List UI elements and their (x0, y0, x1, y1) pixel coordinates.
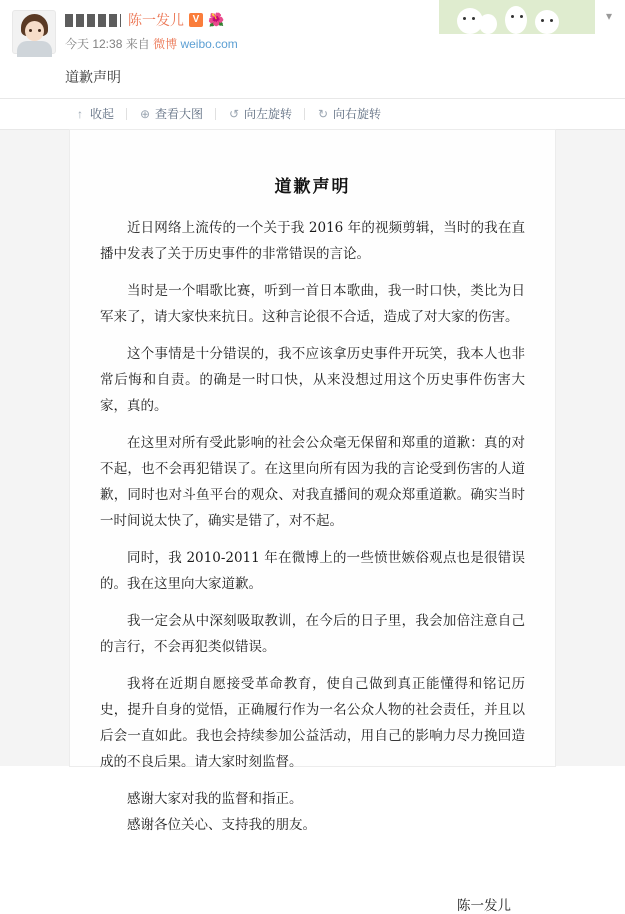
document-paragraph: 同时，我 2010-2011 年在微博上的一些愤世嫉俗观点也是很错误的。我在这里向大家道歉。 (100, 550, 525, 592)
avatar-body (17, 41, 52, 57)
sticker-eye-3 (511, 15, 514, 18)
document-signature: 陈一发儿 (457, 898, 511, 914)
avatar[interactable] (12, 10, 56, 54)
image-right-margin (555, 130, 625, 766)
collapse-button[interactable] (62, 107, 126, 121)
flower-badge-icon: 🌺 (208, 12, 225, 27)
source-prefix: 来自 (125, 37, 150, 51)
rotate-right-button-label: 向右旋转 (333, 107, 382, 121)
chevron-down-icon[interactable]: ▾ (605, 9, 613, 23)
user-nickname[interactable]: 陈一发儿 (128, 12, 184, 28)
sticker-eye-2 (472, 17, 475, 20)
magnifier-icon: ⊕ (139, 107, 151, 121)
rotate-left-button-label: 向左旋转 (244, 107, 293, 121)
collapse-button-label: 收起 (90, 107, 115, 121)
sticker-blob-4 (535, 10, 559, 34)
document-paragraph: 近日网络上流传的一个关于我 2016 年的视频剪辑，当时的我在直播中发表了关于历史事件的非常错误的言论。 (100, 220, 525, 262)
document-paragraph: 我将在近期自愿接受革命教育，使自己做到真正能懂得和铭记历史，提升自身的觉悟，正确履行作为一名公众人物的社会责任，并且以后会一直如此。我也会持续参加公益活动，用自己的影响力尽力挽回造成的不良后果。请大家时刻监督。 (100, 676, 525, 770)
post-header (0, 0, 625, 58)
rotate-left-button[interactable] (216, 107, 304, 121)
avatar-eye-right (38, 29, 41, 32)
image-toolbar (0, 98, 625, 130)
document-closing-line: 感谢大家对我的监督和指正。 (127, 791, 303, 807)
rotate-right-icon: ↻ (318, 107, 329, 121)
rotate-right-button[interactable] (305, 107, 393, 121)
post-time[interactable]: 今天 12:38 (65, 37, 123, 51)
document-closing-line: 感谢各位关心、支持我的朋友。 (127, 817, 316, 833)
masked-name-block (65, 14, 121, 27)
arrow-up-icon: ↑ (77, 107, 83, 121)
document-title: 道歉声明 (274, 177, 351, 197)
verified-badge-icon[interactable]: V (189, 13, 203, 27)
attached-image-area[interactable] (0, 130, 625, 914)
document-paragraph: 这个事情是十分错误的，我不应该拿历史事件开玩笑，我本人也非常后悔和自责。的确是一时口快，从来没想过用这个历史事件伤害大家，真的。 (100, 346, 525, 414)
rotate-left-icon: ↺ (229, 107, 240, 121)
sticker-eye-5 (541, 19, 544, 22)
panda-sticker-banner (439, 0, 595, 34)
source-domain[interactable]: weibo.com (180, 37, 238, 51)
sticker-eye-1 (463, 17, 466, 20)
view-large-button-label: 查看大图 (155, 107, 204, 121)
source-app[interactable]: 微博 (153, 37, 178, 51)
document-paragraph: 当时是一个唱歌比赛，听到一首日本歌曲，我一时口快，类比为日军来了，请大家快来抗日。这种言论很不合适，造成了对大家的伤害。 (100, 283, 525, 325)
document-paragraph: 我一定会从中深刻吸取教训，在今后的日子里，我会加倍注意自己的言行，不会再犯类似错误。 (100, 613, 525, 655)
sticker-blob-3 (505, 6, 527, 34)
sticker-eye-4 (520, 15, 523, 18)
sticker-eye-6 (550, 19, 553, 22)
apology-statement-document[interactable] (70, 130, 555, 914)
avatar-eye-left (29, 29, 32, 32)
image-left-margin (0, 130, 70, 766)
post-meta (65, 35, 613, 52)
view-large-button[interactable] (127, 107, 215, 121)
sticker-blob-2 (479, 14, 497, 34)
post-title-text: 道歉声明 (65, 69, 121, 85)
document-paragraph: 在这里对所有受此影响的社会公众毫无保留和郑重的道歉：真的对不起，也不会再犯错误了。在这里向所有因为我的言论受到伤害的人道歉，同时也对斗鱼平台的观众、对我直播间的观众郑重道歉。确实当时一时间说太快了，确实是错了，对不起。 (100, 435, 525, 529)
avatar-face (25, 21, 44, 41)
